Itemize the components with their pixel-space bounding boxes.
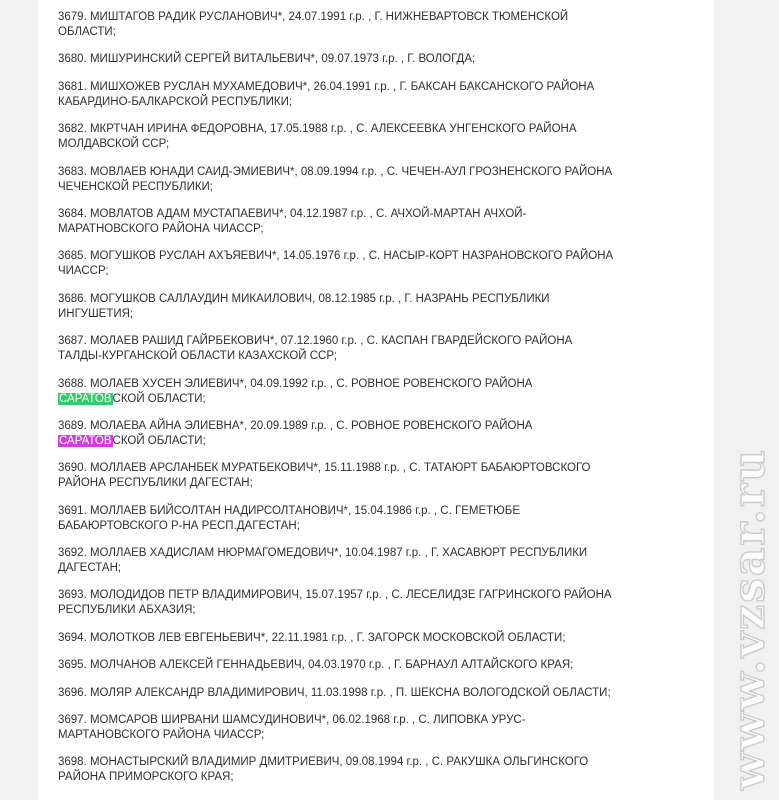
list-item: 3682. МКРТЧАН ИРИНА ФЕДОРОВНА, 17.05.1988 г.р. , С. АЛЕКСЕЕВКА УНГЕНСКОГО РАЙОНА МОЛДАВСКОЙ ССР; [58,123,577,151]
list-item-highlighted [58,419,618,449]
entry-text-before: 3688. МОЛАЕВ ХУСЕН ЭЛИЕВИЧ*, 04.09.1992 г.р. , С. РОВНОЕ РОВЕНСКОГО РАЙОНА [58,377,533,390]
document-page [38,0,714,800]
list-item: 3684. МОВЛАТОВ АДАМ МУСТАПАЕВИЧ*, 04.12.1987 г.р. , С. АЧХОЙ-МАРТАН АЧХОЙ-МАРАТНОВСКОГО РАЙОНА ЧИАССР; [58,207,527,235]
list-item: 3697. МОМСАРОВ ШИРВАНИ ШАМСУДИНОВИЧ*, 06.02.1968 г.р. , С. ЛИПОВКА УРУС-МАРТАНОВСКОГО РАЙОНА ЧИАССР; [58,714,526,742]
list-item: 3692. МОЛЛАЕВ ХАДИСЛАМ НЮРМАГОМЕДОВИЧ*, 10.04.1987 г.р. , Г. ХАСАВЮРТ РЕСПУБЛИКИ ДАГЕСТАН; [58,547,588,575]
list-item: 3698. МОНАСТЫРСКИЙ ВЛАДИМИР ДМИТРИЕВИЧ, 09.08.1994 г.р. , С. РАКУШКА ОЛЬГИНСКОГО РАЙОНА ПРИМОРСКОГО КРАЯ; [58,756,589,784]
list-item: 3693. МОЛОДИДОВ ПЕТР ВЛАДИМИРОВИЧ, 15.07.1957 г.р. , С. ЛЕСЕЛИДЗЕ ГАГРИНСКОГО РАЙОНА РЕСПУБЛИКИ АБХАЗИЯ; [58,589,612,617]
entry-text-after: СКОЙ ОБЛАСТИ; [112,434,206,447]
list-item: 3687. МОЛАЕВ РАШИД ГАЙРБЕКОВИЧ*, 07.12.1960 г.р. , С. КАСПАН ГВАРДЕЙСКОГО РАЙОНА ТАЛДЫ-КУРГАНСКОЙ ОБЛАСТИ КАЗАХСКОЙ ССР; [58,335,573,363]
list-item: 3685. МОГУШКОВ РУСЛАН АХЪЯЕВИЧ*, 14.05.1976 г.р. , С. НАСЫР-КОРТ НАЗРАНОВСКОГО РАЙОНА ЧИАССР; [58,250,614,278]
list-item: 3691. МОЛЛАЕВ БИЙСОЛТАН НАДИРСОЛТАНОВИЧ*, 15.04.1986 г.р. , С. ГЕМЕТЮБЕ БАБАЮРТОВСКОГО Р-НА РЕСП.ДАГЕСТАН; [58,504,520,532]
list-item-highlighted [58,377,618,407]
list-item: 3679. МИШТАГОВ РАДИК РУСЛАНОВИЧ*, 24.07.1991 г.р. , Г. НИЖНЕВАРТОВСК ТЮМЕНСКОЙ ОБЛАСТИ; [58,11,569,38]
list-item: 3686. МОГУШКОВ САЛЛАУДИН МИКАИЛОВИЧ, 08.12.1985 г.р. , Г. НАЗРАНЬ РЕСПУБЛИКИ ИНГУШЕТИЯ; [58,292,550,320]
search-highlight-green: САРАТОВ [59,392,112,405]
entry-text-after: СКОЙ ОБЛАСТИ; [112,392,206,405]
list-item: 3690. МОЛЛАЕВ АРСЛАНБЕК МУРАТБЕКОВИЧ*, 15.11.1988 г.р. , С. ТАТАЮРТ БАБАЮРТОВСКОГО РАЙОНА РЕСПУБЛИКИ ДАГЕСТАН; [58,462,591,490]
search-highlight-magenta: САРАТОВ [59,434,112,447]
list-item: 3681. МИШХОЖЕВ РУСЛАН МУХАМЕДОВИЧ*, 26.04.1991 г.р. , Г. БАКСАН БАКСАНСКОГО РАЙОНА КАБАРДИНО-БАЛКАРСКОЙ РЕСПУБЛИКИ; [58,80,595,108]
entry-text-before: 3689. МОЛАЕВА АЙНА ЭЛИЕВНА*, 20.09.1989 г.р. , С. РОВНОЕ РОВЕНСКОГО РАЙОНА [58,419,533,432]
list-item: 3696. МОЛЯР АЛЕКСАНДР ВЛАДИМИРОВИЧ, 11.03.1998 г.р. , П. ШЕКСНА ВОЛОГОДСКОЙ ОБЛАСТИ; [58,686,611,699]
list-item: 3683. МОВЛАЕВ ЮНАДИ САИД-ЭМИЕВИЧ*, 08.09.1994 г.р. , С. ЧЕЧЕН-АУЛ ГРОЗНЕНСКОГО РАЙОНА ЧЕЧЕНСКОЙ РЕСПУБЛИКИ; [58,165,613,193]
list-item: 3694. МОЛОТКОВ ЛЕВ ЕВГЕНЬЕВИЧ*, 22.11.1981 г.р. , Г. ЗАГОРСК МОСКОВСКОЙ ОБЛАСТИ; [58,631,566,644]
list-item: 3695. МОЛЧАНОВ АЛЕКСЕЙ ГЕННАДЬЕВИЧ, 04.03.1970 г.р. , Г. БАРНАУЛ АЛТАЙСКОГО КРАЯ; [58,659,574,672]
list-item: 3680. МИШУРИНСКИЙ СЕРГЕЙ ВИТАЛЬЕВИЧ*, 09.07.1973 г.р. , Г. ВОЛОГДА; [58,53,476,66]
entry-list [38,0,714,785]
site-watermark: www.vzsar.ru [724,448,775,790]
